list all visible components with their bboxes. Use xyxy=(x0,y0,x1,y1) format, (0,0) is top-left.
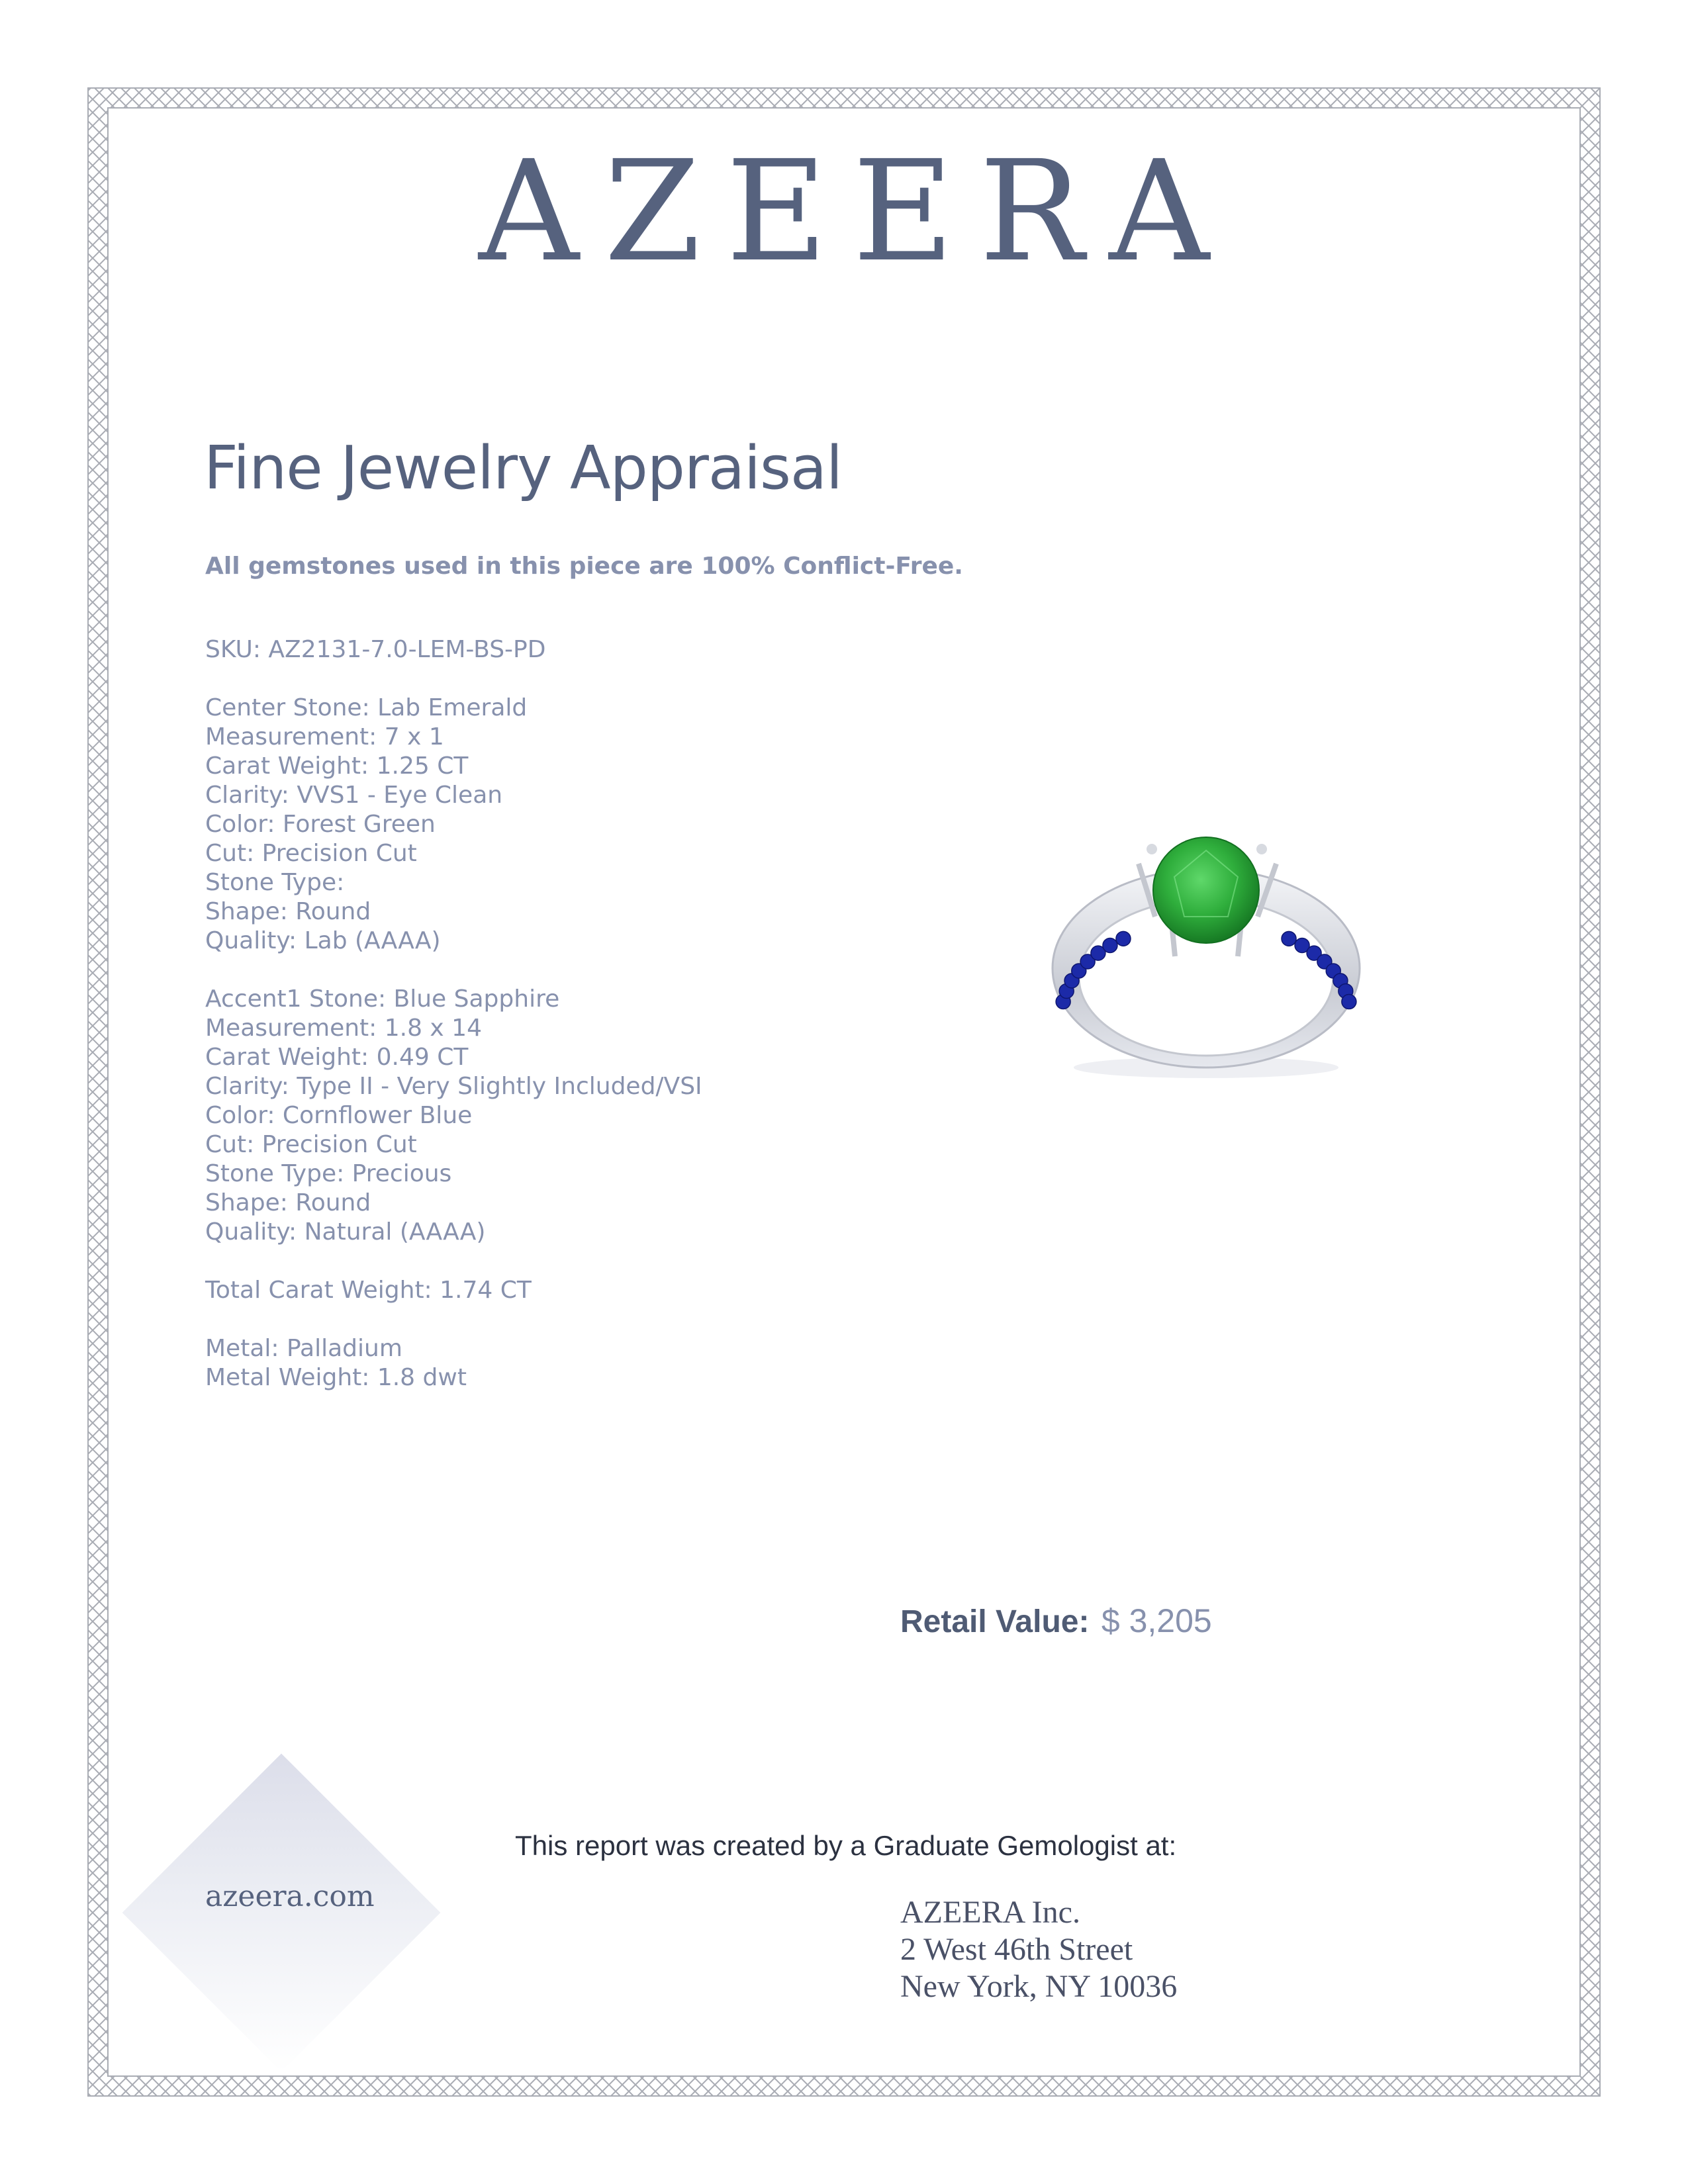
center-shape-line: Shape: Round xyxy=(205,898,371,925)
center-cut-line: Cut: Precision Cut xyxy=(205,840,417,867)
accent-shape-line: Shape: Round xyxy=(205,1189,371,1216)
metal-weight-line: Metal Weight: 1.8 dwt xyxy=(205,1364,467,1391)
page-title: Fine Jewelry Appraisal xyxy=(204,433,843,503)
accent-carat-line: Carat Weight: 0.49 CT xyxy=(205,1044,469,1071)
created-by-note: This report was created by a Graduate Gemologist at: xyxy=(515,1830,1177,1861)
conflict-free-note: All gemstones used in this piece are 100% Conflict-Free. xyxy=(205,553,963,580)
company-address xyxy=(900,1894,1177,2005)
pave-sapphire xyxy=(1116,931,1131,946)
accent-measurement-line: Measurement: 1.8 x 14 xyxy=(205,1015,482,1042)
azeera-logo: AZEERA xyxy=(479,130,1235,293)
accent-stone-type-line: Stone Type: Precious xyxy=(205,1160,452,1187)
retail-value-amount: $ 3,205 xyxy=(1101,1602,1212,1639)
center-stone-type-line: Stone Type: xyxy=(205,869,345,896)
accent-color-line: Color: Cornflower Blue xyxy=(205,1102,473,1129)
center-carat-line: Carat Weight: 1.25 CT xyxy=(205,752,469,780)
accent-quality-line: Quality: Natural (AAAA) xyxy=(205,1218,486,1246)
address-line-company: AZEERA Inc. xyxy=(900,1895,1080,1930)
center-clarity-line: Clarity: VVS1 - Eye Clean xyxy=(205,782,503,809)
metal-line: Metal: Palladium xyxy=(205,1335,402,1362)
pave-sapphire xyxy=(1103,938,1117,952)
pave-sapphire xyxy=(1342,995,1356,1009)
website-text: azeera.com xyxy=(205,1880,375,1913)
address-line-city: New York, NY 10036 xyxy=(900,1969,1178,2004)
accent-stone-line: Accent1 Stone: Blue Sapphire xyxy=(205,985,560,1013)
ring-image xyxy=(1039,824,1383,1089)
center-quality-line: Quality: Lab (AAAA) xyxy=(205,927,441,954)
retail-value-label: Retail Value: xyxy=(900,1604,1090,1639)
accent-cut-line: Cut: Precision Cut xyxy=(205,1131,417,1158)
total-carat-line: Total Carat Weight: 1.74 CT xyxy=(205,1277,532,1304)
appraisal-details xyxy=(205,635,702,1392)
sku-line: SKU: AZ2131-7.0-LEM-BS-PD xyxy=(205,636,546,663)
center-measurement-line: Measurement: 7 x 1 xyxy=(205,723,444,751)
pave-sapphire xyxy=(1282,931,1296,946)
retail-value xyxy=(900,1602,1212,1640)
center-color-line: Color: Forest Green xyxy=(205,811,436,838)
center-stone-line: Center Stone: Lab Emerald xyxy=(205,694,528,721)
accent-clarity-line: Clarity: Type II - Very Slightly Included/VSI xyxy=(205,1073,702,1100)
address-line-street: 2 West 46th Street xyxy=(900,1932,1133,1967)
